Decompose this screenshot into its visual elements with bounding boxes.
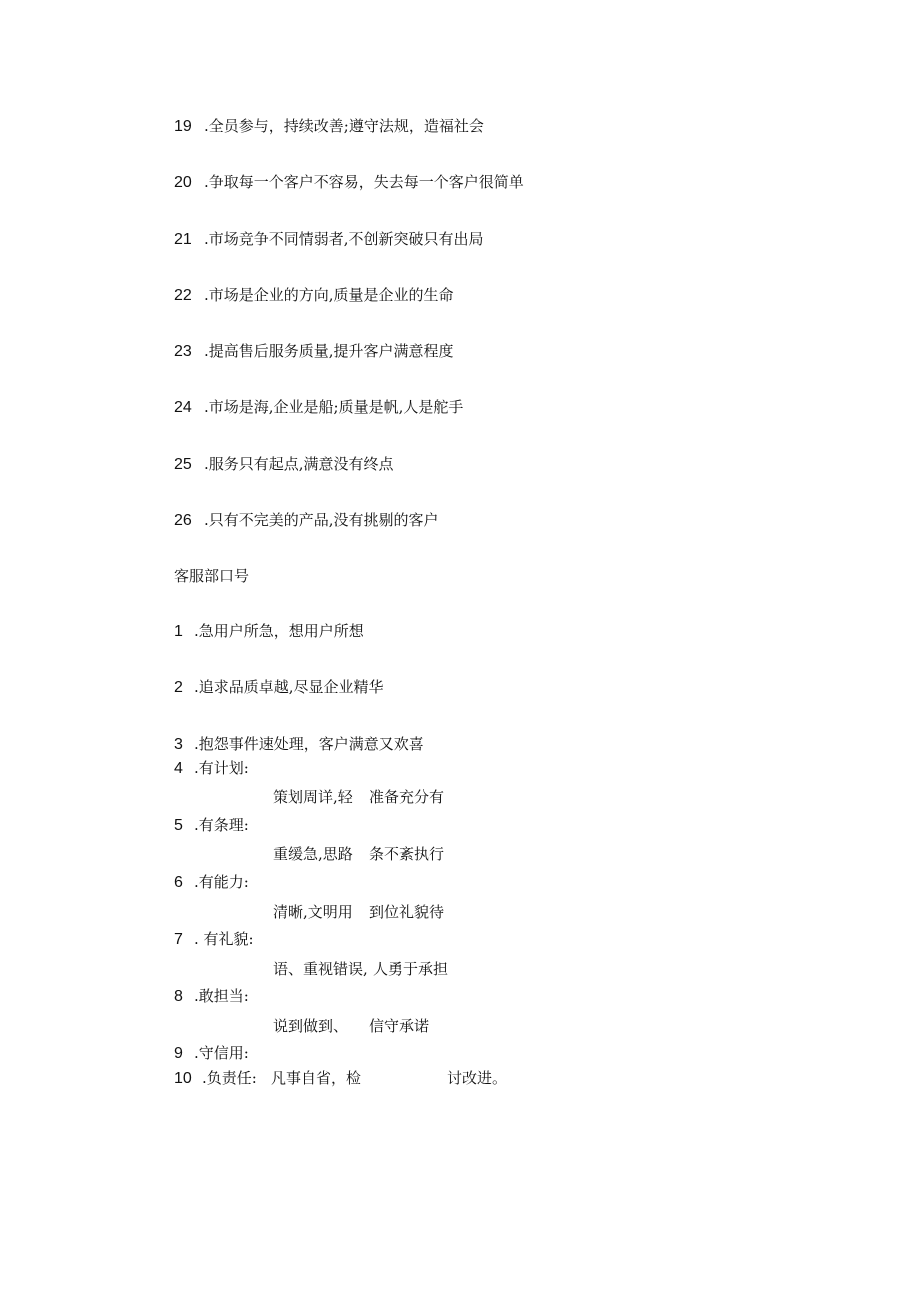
- principle-number: 7: [174, 931, 183, 948]
- principle-label: .敢担当:: [194, 987, 249, 1005]
- principle-detail-left: 清晰,文明用: [273, 903, 353, 921]
- principle-detail-left: 语、重视错误,: [273, 960, 368, 978]
- principle-detail-right: 人勇于承担: [373, 960, 449, 978]
- principle-detail-left: 重缓急,思路: [273, 845, 353, 863]
- principle-item: [174, 758, 249, 779]
- slogan-item: [174, 172, 524, 193]
- slogan-number: 1: [174, 623, 183, 640]
- last-line-right: 讨改进。: [447, 1069, 508, 1087]
- slogan-number: 26: [174, 512, 192, 529]
- principle-number: 8: [174, 988, 183, 1005]
- service-slogan-item: [174, 677, 384, 698]
- slogan-number: 25: [174, 456, 192, 473]
- principle-item: [174, 872, 249, 893]
- slogan-number: 21: [174, 231, 192, 248]
- principle-label: .守信用:: [194, 1044, 249, 1062]
- slogan-item: [174, 510, 439, 531]
- slogan-text: .追求品质卓越,尽显企业精华: [194, 678, 384, 696]
- principle-number: 9: [174, 1045, 183, 1062]
- principle-item: [174, 986, 249, 1007]
- principle-number: 5: [174, 817, 183, 834]
- slogan-text: .市场是企业的方向,质量是企业的生命: [204, 286, 454, 304]
- principle-detail-right: 准备充分有: [369, 788, 445, 806]
- slogan-item: [174, 341, 454, 362]
- section-heading: 客服部口号: [174, 567, 250, 585]
- slogan-text: .提高售后服务质量,提升客户满意程度: [204, 342, 454, 360]
- principle-label: .有计划:: [194, 759, 249, 777]
- slogan-item: [174, 285, 454, 306]
- slogan-number: 20: [174, 174, 192, 191]
- slogan-text: .抱怨事件速处理，客户满意又欢喜: [194, 735, 424, 753]
- principle-label: . 有礼貌:: [194, 930, 254, 948]
- service-slogan-item: [174, 621, 364, 642]
- slogan-item: [174, 397, 463, 418]
- slogan-text: .急用户所急，想用户所想: [194, 622, 364, 640]
- slogan-number: 19: [174, 118, 192, 135]
- principle-item: [174, 1043, 249, 1064]
- principle-label: .有能力:: [194, 873, 249, 891]
- service-slogan-item: [174, 734, 424, 755]
- principle-number: 4: [174, 760, 183, 777]
- slogan-number: 23: [174, 343, 192, 360]
- principle-item: [174, 815, 249, 836]
- principle-detail-left: 说到做到、: [273, 1017, 349, 1035]
- slogan-text: .市场竞争不同情弱者,不创新突破只有出局: [204, 230, 484, 248]
- principle-label: .有条理:: [194, 816, 249, 834]
- slogan-number: 22: [174, 287, 192, 304]
- slogan-item: [174, 116, 484, 137]
- slogan-number: 24: [174, 399, 192, 416]
- principle-item: [174, 929, 254, 950]
- slogan-item: [174, 229, 484, 250]
- slogan-item: [174, 454, 394, 475]
- principle-label: .负责任:: [202, 1069, 257, 1087]
- principle-detail-right: 到位礼貌待: [369, 903, 445, 921]
- slogan-text: .争取每一个客户不容易，失去每一个客户很简单: [204, 173, 524, 191]
- slogan-number: 3: [174, 736, 183, 753]
- slogan-text: .全员参与，持续改善;遵守法规，造福社会: [204, 117, 484, 135]
- principle-detail-left: 策划周详,轻: [273, 788, 353, 806]
- principle-detail-right: 信守承诺: [369, 1017, 430, 1035]
- last-line-left: 凡事自省，检: [271, 1069, 362, 1087]
- slogan-text: .只有不完美的产品,没有挑剔的客户: [204, 511, 439, 529]
- principle-number: 10: [174, 1070, 192, 1087]
- slogan-text: .市场是海,企业是船;质量是帆,人是舵手: [204, 398, 464, 416]
- principle-detail-right: 条不紊执行: [369, 845, 445, 863]
- slogan-number: 2: [174, 679, 183, 696]
- principle-item: [174, 1068, 257, 1089]
- principle-number: 6: [174, 874, 183, 891]
- slogan-text: .服务只有起点,满意没有终点: [204, 455, 394, 473]
